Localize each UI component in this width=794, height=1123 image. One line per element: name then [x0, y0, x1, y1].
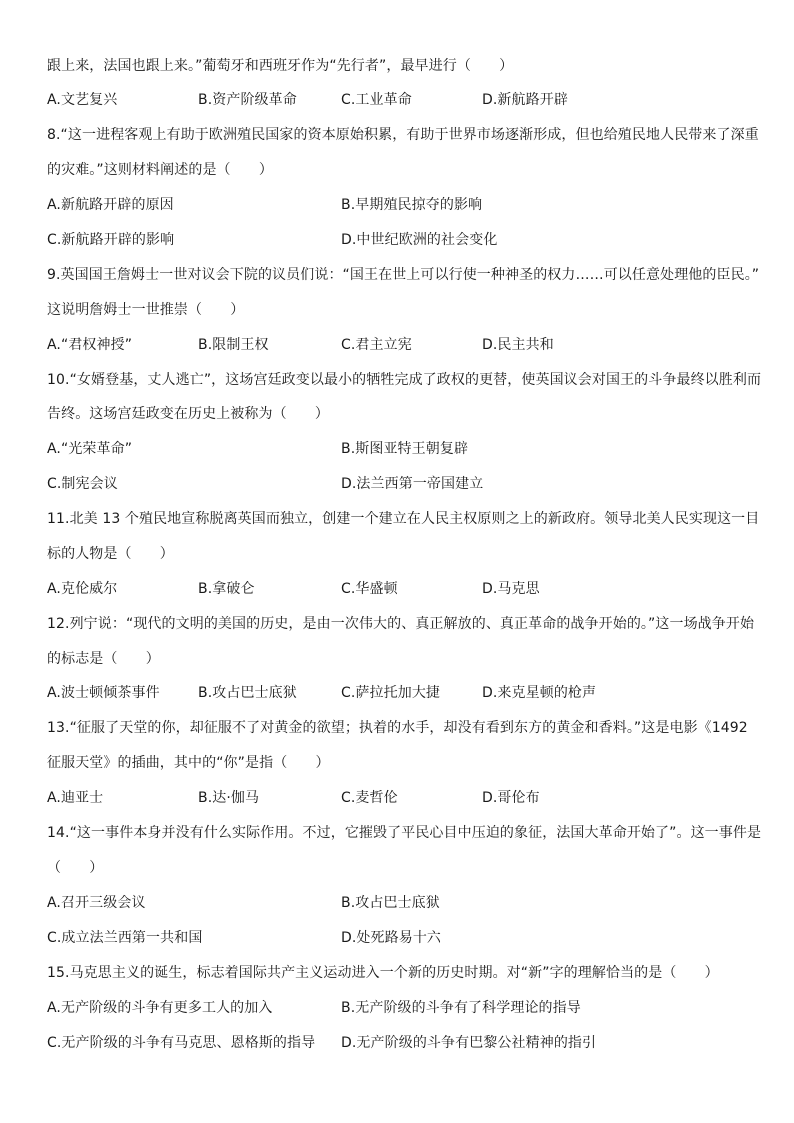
q14-option-a: A.召开三级会议 — [47, 895, 146, 911]
question-14-options-row2 — [47, 926, 752, 950]
q9-option-c: C.君主立宪 — [341, 337, 412, 353]
question-12-options — [47, 681, 752, 705]
q7-option-d: D.新航路开辟 — [482, 92, 568, 108]
question-7-options — [47, 88, 752, 112]
q12-option-d: D.来克星顿的枪声 — [482, 685, 597, 701]
q11-option-a: A.克伦威尔 — [47, 581, 118, 597]
question-8-stem: 8.“这一进程客观上有助于欧洲殖民国家的资本原始积累，有助于世界市场逐渐形成，但也给殖民地人民带来了深重 — [47, 127, 759, 143]
question-7-stem-end: 跟上来，法国也跟上来。”葡萄牙和西班牙作为“先行者”，最早进行（ ） — [47, 58, 514, 74]
question-15-stem: 15.马克思主义的诞生，标志着国际共产主义运动进入一个新的历史时期。对“新”字的理解恰当的是（ ） — [47, 965, 719, 981]
question-14-stem-cont: （ ） — [47, 860, 104, 876]
question-11-stem-cont: 标的人物是（ ） — [47, 546, 174, 562]
question-14-stem: 14.“这一事件本身并没有什么实际作用。不过，它摧毁了平民心目中压迫的象征，法国大革命开始了”。这一事件是 — [47, 825, 762, 841]
q13-option-c: C.麦哲伦 — [341, 790, 398, 806]
q9-option-b: B.限制王权 — [198, 337, 269, 353]
q8-option-c: C.新航路开辟的影响 — [47, 232, 175, 248]
q8-option-d: D.中世纪欧洲的社会变化 — [341, 232, 498, 248]
question-13-stem-cont: 征服天堂》的插曲，其中的“你”是指（ ） — [47, 755, 330, 771]
question-11-stem: 11.北美 13 个殖民地宣称脱离英国而独立，创建一个建立在人民主权原则之上的新政府。领导北美人民实现这一目 — [47, 511, 760, 527]
question-9-stem: 9.英国国王詹姆士一世对议会下院的议员们说：“国王在世上可以行使一种神圣的权力……可以任意处理他的臣民。” — [47, 267, 760, 283]
q15-option-d: D.无产阶级的斗争有巴黎公社精神的指引 — [341, 1035, 597, 1051]
question-11-options — [47, 577, 752, 601]
question-10-stem: 10.“女婿登基，丈人逃亡”，这场宫廷政变以最小的牺牲完成了政权的更替，使英国议会对国王的斗争最终以胜利而 — [47, 372, 762, 388]
q10-option-d: D.法兰西第一帝国建立 — [341, 476, 484, 492]
q10-option-c: C.制宪会议 — [47, 476, 118, 492]
question-15-options-row1 — [47, 996, 752, 1020]
q11-option-c: C.华盛顿 — [341, 581, 398, 597]
q13-option-a: A.迪亚士 — [47, 790, 104, 806]
question-9-stem-cont: 这说明詹姆士一世推崇（ ） — [47, 302, 245, 318]
q10-option-a: A.“光荣革命” — [47, 441, 133, 457]
q15-option-c: C.无产阶级的斗争有马克思、恩格斯的指导 — [47, 1035, 316, 1051]
question-12-stem: 12.列宁说：“现代的文明的美国的历史，是由一次伟大的、真正解放的、真正革命的战争开始的。”这一场战争开始 — [47, 616, 755, 632]
q8-option-a: A.新航路开辟的原因 — [47, 197, 174, 213]
q7-option-a: A.文艺复兴 — [47, 92, 118, 108]
q11-option-b: B.拿破仑 — [198, 581, 255, 597]
question-10-options-row2 — [47, 472, 752, 496]
q9-option-a: A.“君权神授” — [47, 337, 133, 353]
question-8-options-row2 — [47, 228, 752, 252]
question-8-options-row1 — [47, 193, 752, 217]
q8-option-b: B.早期殖民掠夺的影响 — [341, 197, 483, 213]
question-12-stem-cont: 的标志是（ ） — [47, 651, 160, 667]
q13-option-d: D.哥伦布 — [482, 790, 540, 806]
q15-option-b: B.无产阶级的斗争有了科学理论的指导 — [341, 1000, 581, 1016]
q14-option-d: D.处死路易十六 — [341, 930, 442, 946]
q14-option-b: B.攻占巴士底狱 — [341, 895, 440, 911]
q11-option-d: D.马克思 — [482, 581, 540, 597]
q9-option-d: D.民主共和 — [482, 337, 554, 353]
question-15-options-row2 — [47, 1031, 752, 1055]
question-9-options — [47, 333, 752, 357]
question-13-options — [47, 786, 752, 810]
q14-option-c: C.成立法兰西第一共和国 — [47, 930, 203, 946]
q7-option-b: B.资产阶级革命 — [198, 92, 297, 108]
question-8-stem-cont: 的灾难。”这则材料阐述的是（ ） — [47, 162, 273, 178]
question-10-options-row1 — [47, 437, 752, 461]
question-13-stem: 13.“征服了天堂的你，却征服不了对黄金的欲望；执着的水手，却没有看到东方的黄金和香料。”这是电影《1492 — [47, 720, 748, 736]
q12-option-a: A.波士顿倾茶事件 — [47, 685, 160, 701]
q12-option-b: B.攻占巴士底狱 — [198, 685, 297, 701]
q12-option-c: C.萨拉托加大捷 — [341, 685, 441, 701]
question-10-stem-cont: 告终。这场宫廷政变在历史上被称为（ ） — [47, 406, 329, 422]
q10-option-b: B.斯图亚特王朝复辟 — [341, 441, 469, 457]
question-14-options-row1 — [47, 891, 752, 915]
q7-option-c: C.工业革命 — [341, 92, 412, 108]
q13-option-b: B.达·伽马 — [198, 790, 260, 806]
q15-option-a: A.无产阶级的斗争有更多工人的加入 — [47, 1000, 273, 1016]
